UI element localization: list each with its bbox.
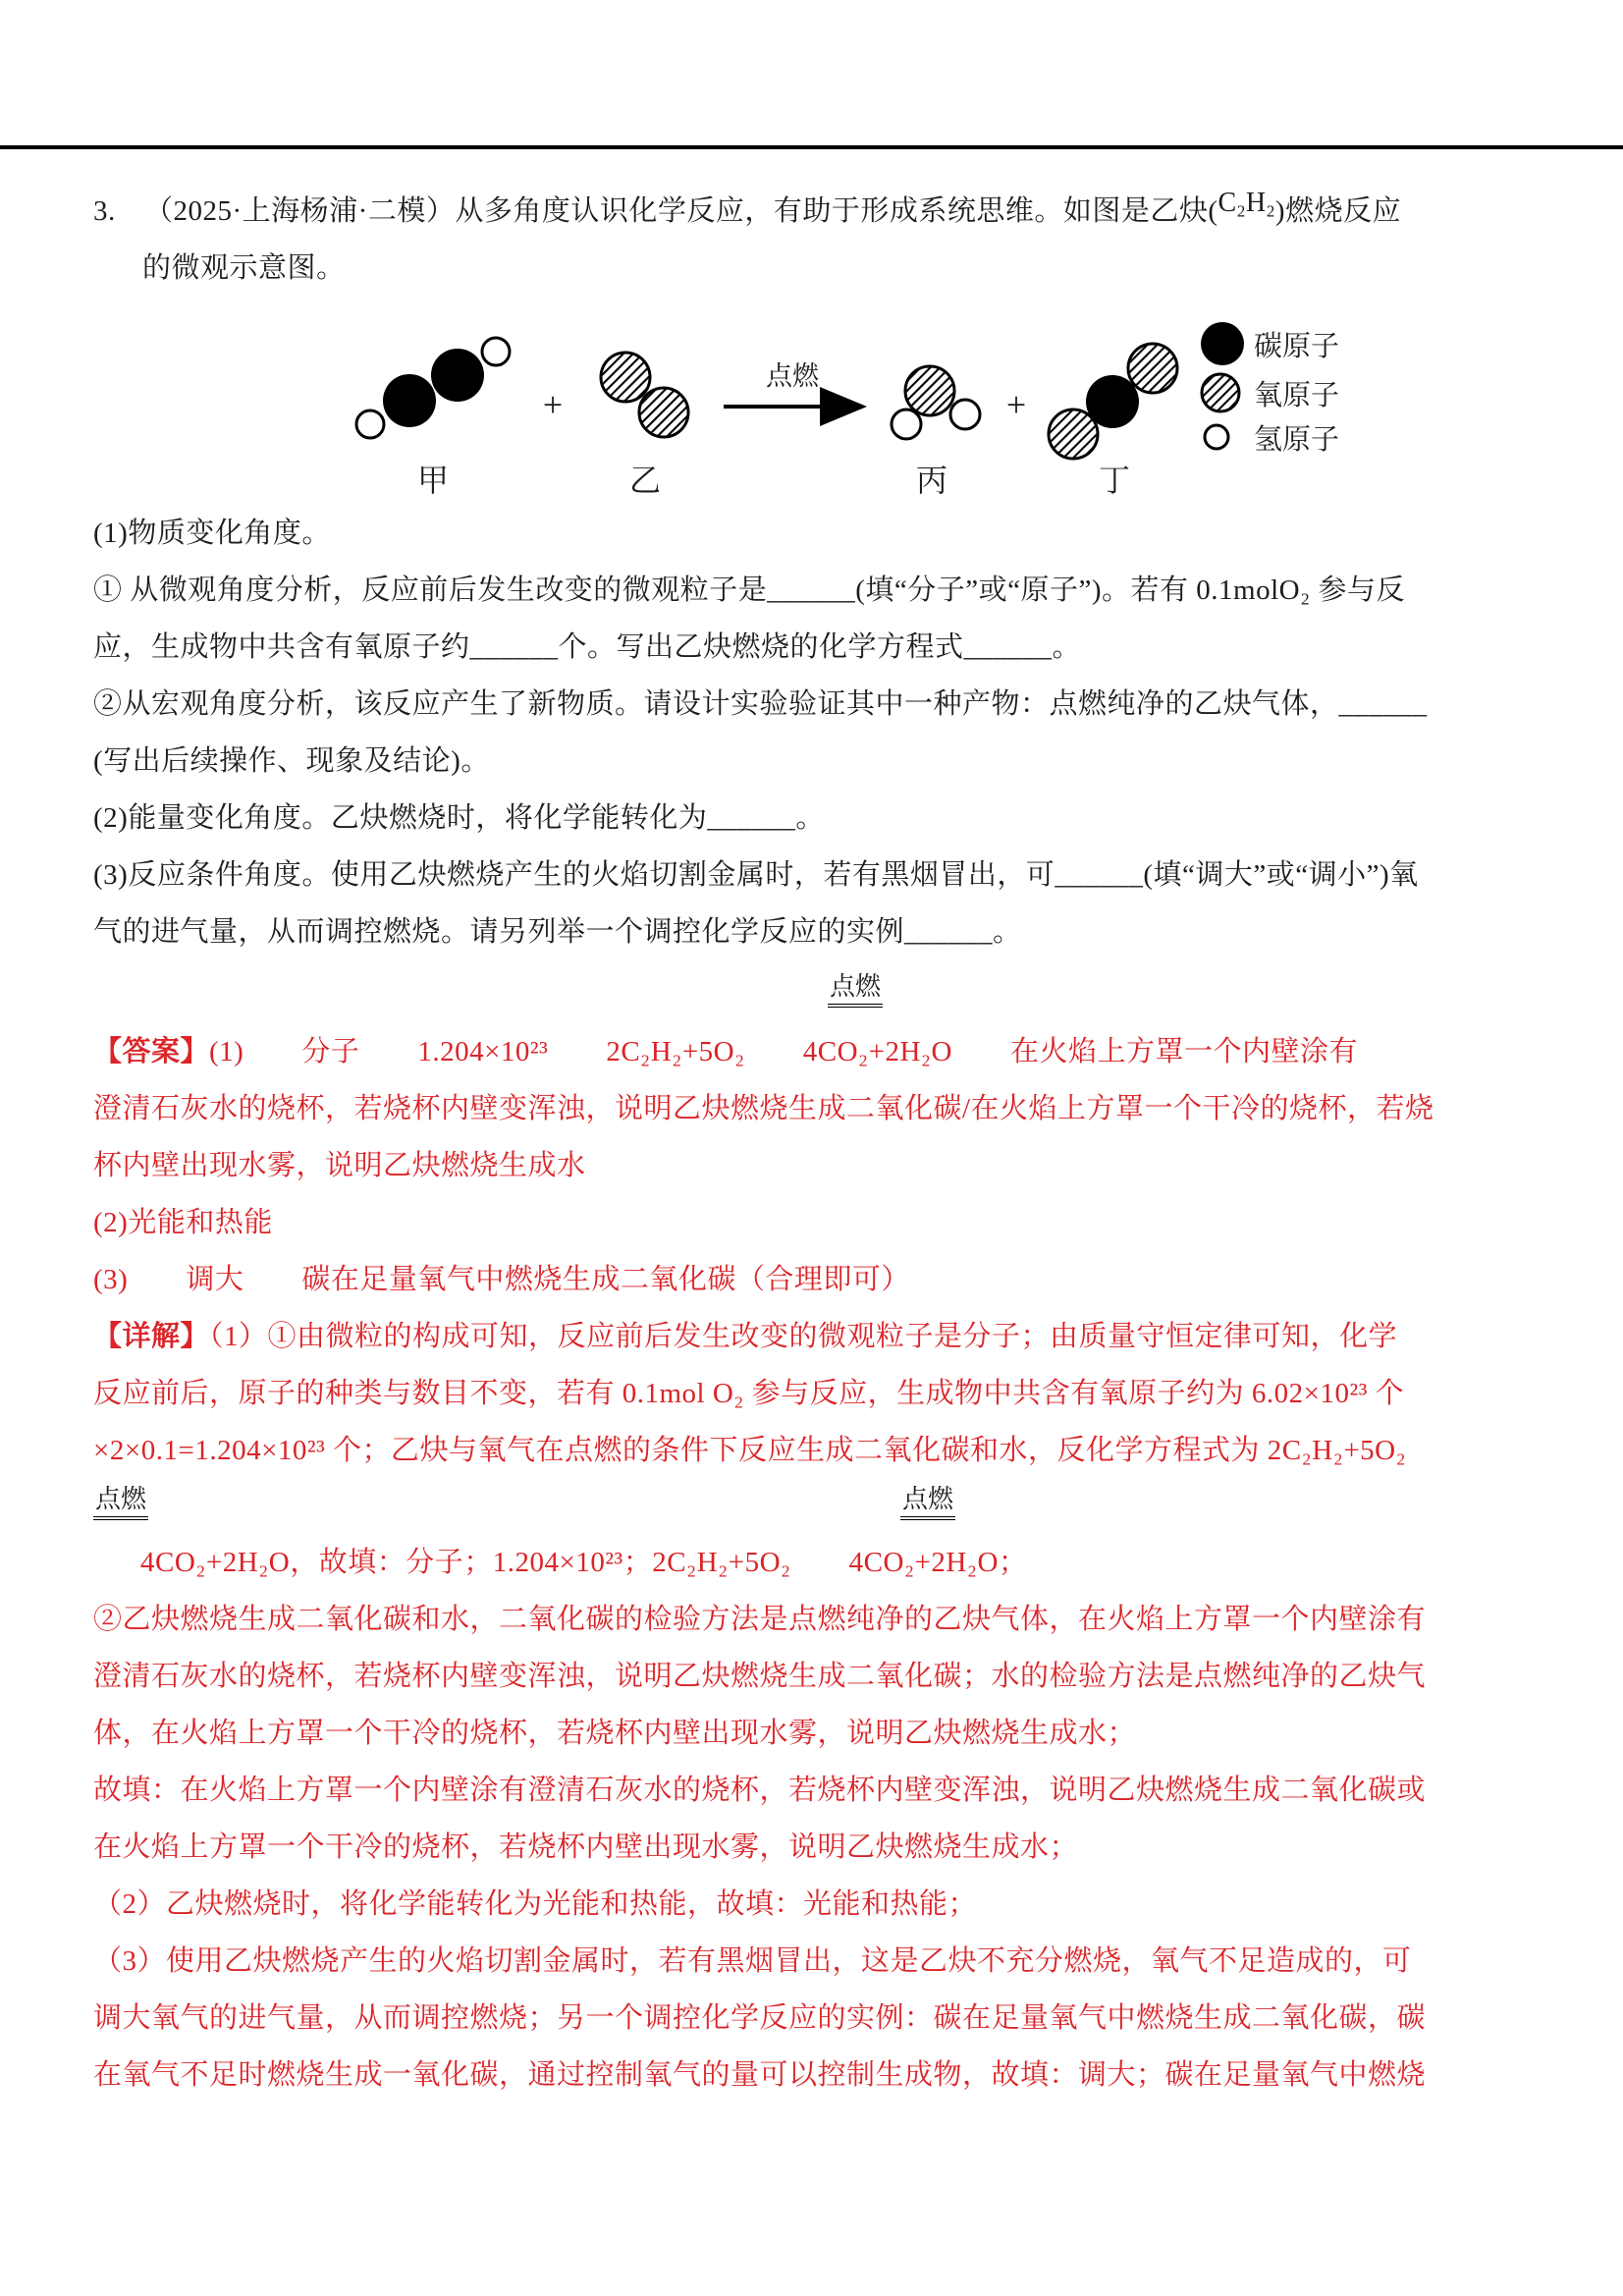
analysis-line: 调大氧气的进气量，从而调控燃烧；另一个调控化学反应的实例：碳在足量氧气中燃烧生成二氧化碳，碳: [93, 2002, 1427, 2034]
ignition-condition-label: 点燃: [828, 972, 883, 1008]
oxygen-atom-icon: [1202, 374, 1239, 411]
carbon-atom-icon: [1086, 375, 1139, 428]
analysis-line: （3）使用乙炔燃烧产生的火焰切割金属时，若有黑烟冒出，这是乙炔不充分燃烧，氧气不足造成的，可: [93, 1945, 1412, 1977]
plus-sign: +: [542, 385, 564, 424]
equation-condition-row: [93, 960, 1530, 1023]
analysis-prefix: 【详解】: [93, 1321, 210, 1352]
oxygen-atom-icon: [1128, 344, 1177, 393]
ignition-condition-label: 点燃: [900, 1485, 955, 1520]
analysis-equation-line: 4CO₂+2H₂O，故填：分子；1.204×10²³；2C₂H₂+5O₂ 4CO₂+2H₂O；: [140, 1547, 1028, 1578]
page-content: [0, 183, 1623, 2104]
hydrogen-atom-icon: [356, 410, 384, 438]
answer-prefix: 【答案】: [93, 1036, 210, 1067]
analysis-text: （1）①由微粒的构成可知，反应前后发生改变的微观粒子是分子；由质量守恒定律可知，化学: [209, 1321, 1398, 1352]
question-line: ②从宏观角度分析，该反应产生了新物质。请设计实验验证其中一种产物：点燃纯净的乙炔气体，______: [93, 688, 1428, 720]
analysis-line: 在氧气不足时燃烧生成一氧化碳，通过控制氧气的量可以控制生成物，故填：调大；碳在足量氧气中燃烧: [93, 2059, 1427, 2091]
molecular-diagram: [339, 306, 1530, 503]
plus-sign: +: [1005, 385, 1027, 424]
question-title-line2: 的微观示意图。: [142, 252, 346, 284]
molecule-jia-c2h2: [356, 338, 510, 498]
legend-label-carbon: 碳原子: [1254, 331, 1340, 362]
analysis-line: （2）乙炔燃烧时，将化学能转化为光能和热能，故填：光能和热能；: [93, 1888, 978, 1920]
molecule-label-jia: 甲: [416, 463, 450, 498]
analysis-line: 反应前后，原子的种类与数目不变，若有 0.1mol O₂ 参与反应，生成物中共含有氧原子约为 6.02×10²³ 个: [93, 1378, 1405, 1409]
hydrogen-atom-icon: [1205, 425, 1228, 449]
molecule-yi-o2: [601, 353, 688, 498]
hydrogen-atom-icon: [892, 410, 921, 439]
oxygen-atom-icon: [905, 366, 954, 415]
question-title-line: [93, 183, 1530, 240]
equation-condition-row-split: [93, 1479, 1530, 1534]
question-line: 应，生成物中共含有氧原子约______个。写出乙炔燃烧的化学方程式______。: [93, 631, 1082, 663]
molecule-bing-h2o: [892, 366, 980, 498]
question-line: (1)物质变化角度。: [93, 518, 331, 549]
answer-line-1: [93, 1023, 1530, 1080]
hydrogen-atom-icon: [950, 400, 980, 429]
chemical-formula-c2h2: C₂H₂: [1217, 188, 1275, 218]
legend-label-oxygen: 氧原子: [1254, 380, 1340, 411]
question-line: (3)反应条件角度。使用乙炔燃烧产生的火焰切割金属时，若有黑烟冒出，可______(填“调大”或“调小”)氧: [93, 859, 1419, 891]
analysis-line: ×2×0.1=1.204×10²³ 个；乙炔与氧气在点燃的条件下反应生成二氧化碳和水，反化学方程式为 2C₂H₂+5O₂: [93, 1435, 1407, 1466]
answer-values: (1) 分子 1.204×10²³ 2C₂H₂+5O₂ 4CO₂+2H₂O 在火焰上方罩一个内壁涂有: [209, 1036, 1358, 1067]
question-line: 气的进气量，从而调控燃烧。请另列举一个调控化学反应的实例______。: [93, 916, 1022, 948]
molecule-label-bing: 丙: [915, 463, 948, 498]
analysis-line: 澄清石灰水的烧杯，若烧杯内壁变浑浊，说明乙炔燃烧生成二氧化碳；水的检验方法是点燃纯净的乙炔气: [93, 1661, 1427, 1692]
molecule-label-ding: 丁: [1098, 463, 1131, 498]
answer-line: 澄清石灰水的烧杯，若烧杯内壁变浑浊，说明乙炔燃烧生成二氧化碳/在火焰上方罩一个干冷的烧杯，若烧: [93, 1093, 1434, 1124]
legend-label-hydrogen: 氢原子: [1254, 424, 1340, 456]
molecule-label-yi: 乙: [628, 463, 662, 498]
atom-legend: [1201, 322, 1339, 456]
question-line: ① 从微观角度分析，反应前后发生改变的微观粒子是______(填“分子”或“原子”)。若有 0.1molO₂ 参与反: [93, 574, 1405, 606]
reaction-scheme: [339, 306, 1380, 503]
question-title-text: （2025·上海杨浦·二模）从多角度认识化学反应，有助于形成系统思维。如图是乙炔(: [144, 195, 1218, 227]
analysis-line-1: [93, 1308, 1530, 1365]
question-line: (写出后续操作、现象及结论)。: [93, 745, 490, 777]
header-rule: [0, 145, 1623, 149]
oxygen-atom-icon: [1049, 410, 1098, 459]
carbon-atom-icon: [1201, 322, 1244, 365]
answer-line: 杯内壁出现水雾，说明乙炔燃烧生成水: [93, 1150, 586, 1181]
carbon-atom-icon: [383, 374, 436, 427]
analysis-line: 体，在火焰上方罩一个干冷的烧杯，若烧杯内壁出现水雾，说明乙炔燃烧生成水；: [93, 1718, 1137, 1749]
hydrogen-atom-icon: [482, 338, 510, 365]
oxygen-atom-icon: [601, 353, 650, 402]
oxygen-atom-icon: [639, 388, 688, 437]
question-title-tail: )燃烧反应: [1274, 195, 1402, 227]
molecule-ding-co2: [1049, 344, 1177, 498]
ignition-condition-label: 点燃: [93, 1485, 148, 1520]
analysis-line: 在火焰上方罩一个干冷的烧杯，若烧杯内壁出现水雾，说明乙炔燃烧生成水；: [93, 1831, 1079, 1863]
reaction-arrow: [724, 361, 859, 407]
analysis-line: 故填：在火焰上方罩一个内壁涂有澄清石灰水的烧杯，若烧杯内壁变浑浊，说明乙炔燃烧生成二氧化碳或: [93, 1775, 1427, 1806]
question-line: (2)能量变化角度。乙炔燃烧时，将化学能转化为______。: [93, 802, 825, 834]
reaction-condition-label: 点燃: [766, 361, 819, 391]
carbon-atom-icon: [431, 349, 484, 402]
answer-line: (3) 调大 碳在足量氧气中燃烧生成二氧化碳（合理即可）: [93, 1264, 910, 1295]
question-number: 3.: [93, 195, 116, 227]
answer-line: (2)光能和热能: [93, 1207, 273, 1238]
analysis-line: ②乙炔燃烧生成二氧化碳和水，二氧化碳的检验方法是点燃纯净的乙炔气体，在火焰上方罩一个内壁涂有: [93, 1604, 1427, 1635]
